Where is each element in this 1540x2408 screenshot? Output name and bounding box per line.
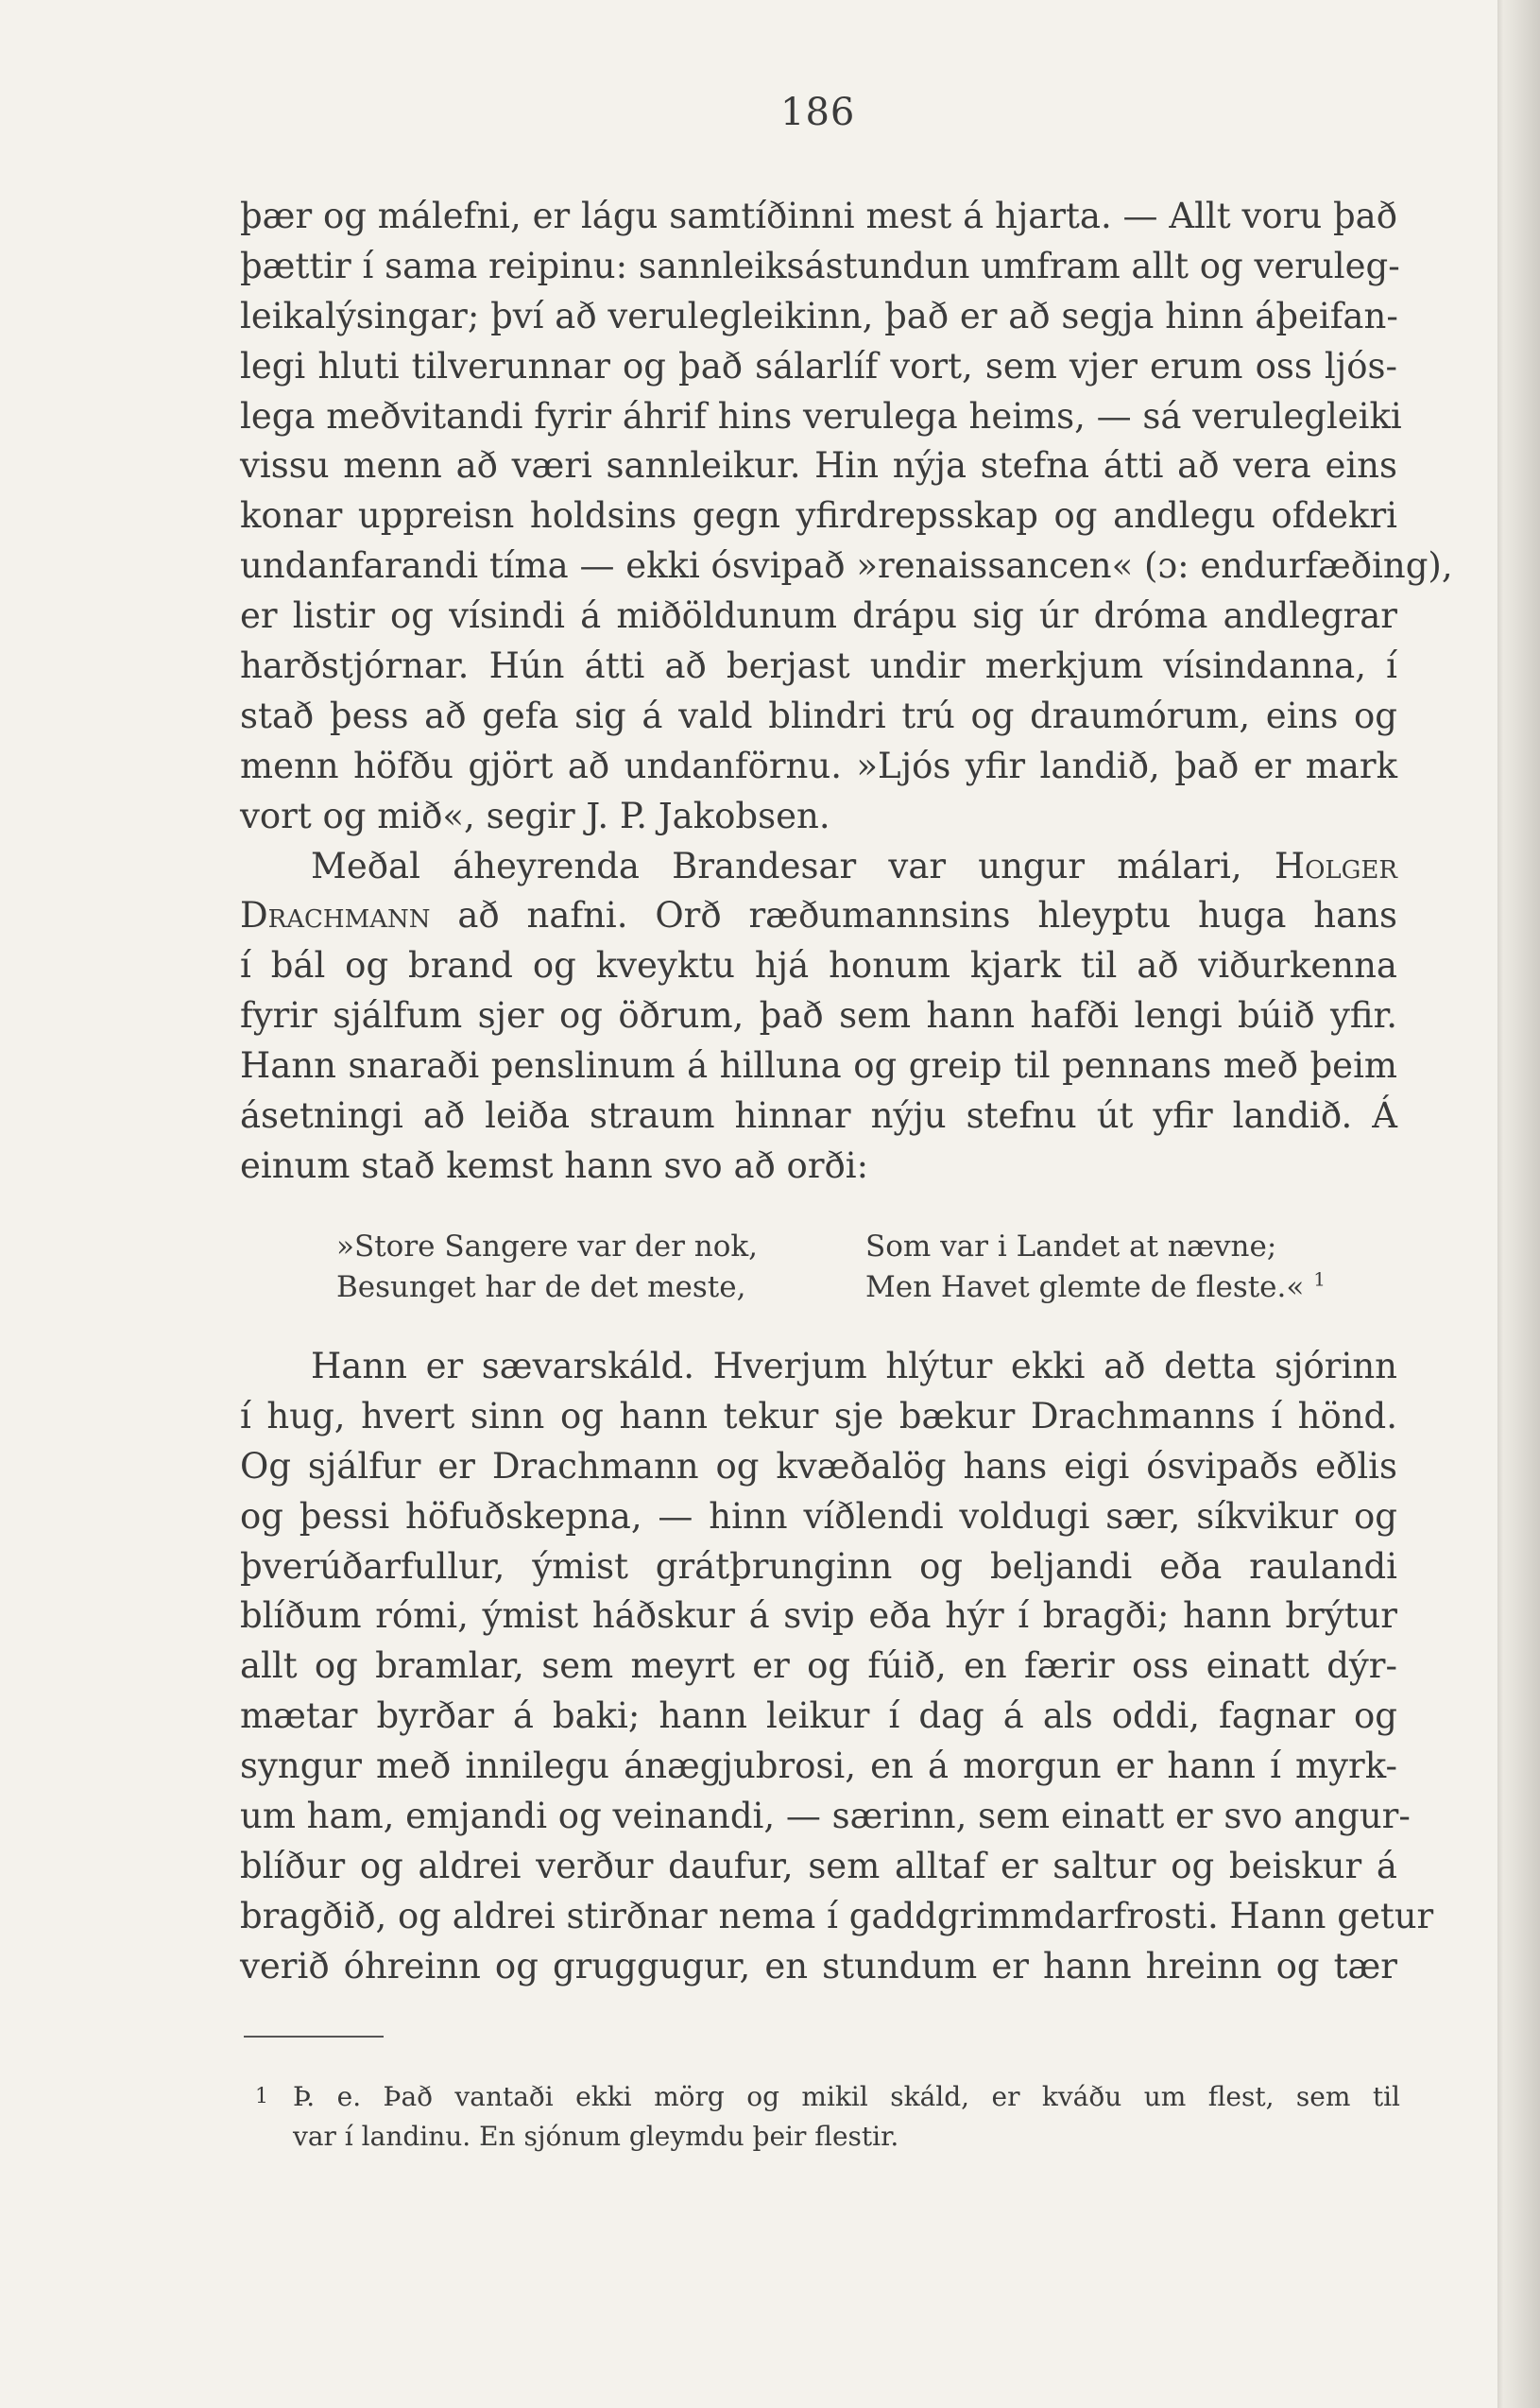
text-line: Hann snaraði penslinum á hilluna og greip til pennans með þeim [240,1045,1397,1087]
text-line: í hug, hvert sinn og hann tekur sje bækur Drachmanns í hönd. [240,1395,1397,1436]
text-line: menn höfðu gjört að undanförnu. »Ljós yfir landið, það er mark [240,745,1397,786]
text-line [240,842,1397,892]
text-line: lega meðvitandi fyrir áhrif hins verulega heims, — sá verulegleiki [240,395,1402,437]
main-text-block-continued [240,1342,1434,1992]
text-line: þverúðarfullur, ýmist grátþrunginn og beljandi eða raulandi [240,1545,1397,1587]
text-line: þær og málefni, er lágu samtíðinni mest á hjarta. — Allt voru það [240,196,1397,236]
text-line: legi hluti tilverunnar og það sálarlíf vort, sem vjer erum oss ljós- [240,345,1397,387]
text-line: mætar byrðar á baki; hann leikur í dag á als oddi, fagnar og [240,1695,1397,1737]
text-line: syngur með innilegu ánægjubrosi, en á morgun er hann í myrk- [240,1746,1397,1787]
text-line: bragðið, og aldrei stirðnar nema í gaddgrimmdarfrosti. Hann getur [240,1895,1434,1936]
page-number: 186 [780,91,856,134]
poem-row [336,1227,1376,1267]
poem-quote [336,1227,1376,1308]
text-line: einum stað kemst hann svo að orði: [240,1144,869,1186]
text-line: ásetningi að leiða straum hinnar nýju stefnu út yfir landið. Á [240,1095,1397,1137]
text-line: harðstjórnar. Hún átti að berjast undir merkjum vísindanna, í [240,645,1397,687]
text-fragment: Meðal áheyrenda Brandesar var ungur málari, [311,845,1242,886]
poem-verse-text: Men Havet glemte de fleste.« [865,1270,1305,1304]
text-line: blíðum rómi, ýmist háðskur á svip eða hýr í bragði; hann brýtur [240,1595,1397,1637]
footnote-separator [244,2036,384,2038]
text-line: leikalýsingar; því að verulegleikinn, það er að segja hinn áþeifan- [240,295,1398,336]
text-line: í bál og brand og kveyktu hjá honum kjark til að viðurkenna [240,945,1397,987]
text-line: vissu menn að væri sannleikur. Hin nýja stefna átti að vera eins [240,445,1397,487]
author-name: Holger [1274,845,1397,886]
text-fragment: að nafni. Orð ræðumannsins hleyptu huga hans [457,895,1397,937]
poem-row [336,1267,1376,1308]
text-line: vort og mið«, segir J. P. Jakobsen. [240,795,830,836]
poem-verse [865,1267,1326,1308]
poem-verse: Besunget har de det meste, [336,1270,746,1304]
text-line: þættir í sama reipinu: sannleiksástundun umfram allt og veruleg- [240,245,1400,286]
text-line: undanfarandi tíma — ekki ósvipað »renaissancen« (ɔ: endurfæðing), [240,545,1453,587]
poem-verse: »Store Sangere var der nok, [336,1230,759,1264]
text-line: allt og bramlar, sem meyrt er og fúið, en færir oss einatt dýr- [240,1645,1397,1687]
text-line: verið óhreinn og gruggugur, en stundum er hann hreinn og tær [240,1945,1397,1987]
text-line: og þessi höfuðskepna, — hinn víðlendi voldugi sær, síkvikur og [240,1495,1397,1537]
footnote [255,2077,1400,2157]
text-line [240,891,1397,941]
footnote-reference: 1 [1313,1267,1326,1291]
footnote-line: var í landinu. En sjónum gleymdu þeir flestir. [293,2121,899,2152]
text-line: er listir og vísindi á miðöldunum drápu sig úr dróma andlegrar [240,595,1397,637]
footnote-line: Þ. e. Það vantaði ekki mörg og mikil skáld, er kváðu um flest, sem til [293,2081,1400,2112]
poem-verse: Som var i Landet at nævne; [865,1230,1277,1264]
text-line: Hann er sævarskáld. Hverjum hlýtur ekki að detta sjórinn [311,1346,1397,1386]
text-line: um ham, emjandi og veinandi, — særinn, sem einatt er svo angur- [240,1796,1411,1837]
text-line: Og sjálfur er Drachmann og kvæðalög hans eigi ósvipaðs eðlis [240,1445,1397,1487]
text-line: stað þess að gefa sig á vald blindri trú og draumórum, eins og [240,695,1397,736]
main-text-block [240,192,1453,1192]
text-line: blíður og aldrei verður daufur, sem alltaf er saltur og beiskur á [240,1845,1397,1886]
footnote-number: 1 [255,2085,268,2108]
text-line: fyrir sjálfum sjer og öðrum, það sem hann hafði lengi búið yfir. [240,995,1397,1037]
author-name: Drachmann [240,895,431,937]
page-edge-shadow [1497,0,1540,2408]
text-line: konar uppreisn holdsins gegn yfirdrepsskap og andlegu ofdekri [240,495,1397,537]
